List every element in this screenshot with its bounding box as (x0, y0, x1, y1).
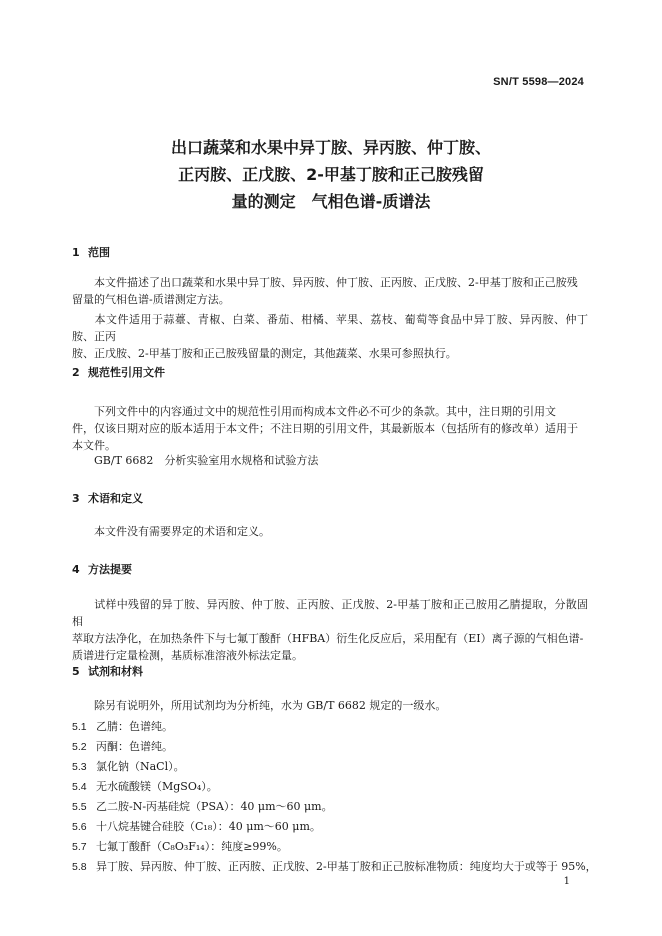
page-number: 1 (563, 876, 570, 887)
text-line: 留量的气相色谱-质谱测定方法。 (72, 293, 230, 306)
title-line-2: 正丙胺、正戊胺、2-甲基丁胺和正己胺残留 (178, 165, 484, 184)
section-1-heading (72, 244, 110, 260)
section-5-heading (72, 663, 143, 679)
text-line: 试样中残留的异丁胺、异丙胺、仲丁胺、正丙胺、正戊胺、2-甲基丁胺和正己胺用乙腈提取，分散固相 (72, 598, 588, 628)
section-title: 术语和定义 (88, 492, 143, 505)
item-number: 5.7 (72, 841, 87, 853)
section-title: 范围 (88, 246, 110, 259)
reagent-item (72, 858, 597, 874)
text-line: 本文件适用于蒜薹、青椒、白菜、番茄、柑橘、苹果、荔枝、葡萄等食品中异丁胺、异丙胺、仲丁胺、正丙 (72, 313, 588, 343)
section-3-paragraph: 本文件没有需要界定的术语和定义。 (94, 525, 270, 538)
item-text: 丙酮：色谱纯。 (96, 740, 173, 753)
title-line-3: 量的测定 气相色谱-质谱法 (231, 192, 431, 211)
section-title: 方法提要 (88, 563, 132, 576)
reagent-item (72, 738, 592, 754)
text-line: 质谱进行定量检测，基质标准溶液外标法定量。 (72, 649, 303, 662)
section-3-heading (72, 490, 143, 506)
reagent-item (72, 718, 592, 734)
item-text: 氯化钠（NaCl）。 (96, 760, 185, 773)
item-text: 异丁胺、异丙胺、仲丁胺、正丙胺、正戊胺、2-甲基丁胺和正己胺标准物质：纯度均大于或等于 95%， (96, 860, 597, 873)
item-number: 5.2 (72, 741, 87, 753)
item-text: 无水硫酸镁（MgSO₄）。 (96, 780, 218, 793)
item-text: 乙二胺-N-丙基硅烷（PSA）：40 μm～60 μm。 (96, 800, 333, 813)
item-number: 5.4 (72, 781, 87, 793)
item-number: 5.3 (72, 761, 87, 773)
section-number: 4 (72, 563, 80, 576)
reagent-item (72, 798, 592, 814)
normative-reference: GB/T 6682 分析实验室用水规格和试验方法 (94, 454, 319, 467)
section-2-paragraph (72, 403, 588, 454)
standard-code: SN/T 5598—2024 (493, 76, 584, 88)
section-number: 3 (72, 492, 80, 505)
section-number: 5 (72, 665, 80, 678)
item-text: 七氟丁酸酐（C₈O₃F₁₄）：纯度≥99%。 (96, 840, 288, 853)
text-line: 下列文件中的内容通过文中的规范性引用而构成本文件必不可少的条款。其中，注日期的引用文 (94, 405, 556, 418)
item-number: 5.6 (72, 821, 87, 833)
item-text: 乙腈：色谱纯。 (96, 720, 173, 733)
text-line: 胺、正戊胺、2-甲基丁胺和正己胺残留量的测定，其他蔬菜、水果可参照执行。 (72, 347, 457, 360)
item-text: 十八烷基键合硅胶（C₁₈）：40 μm～60 μm。 (96, 820, 321, 833)
section-4-heading (72, 561, 132, 577)
section-2-heading (72, 364, 165, 380)
section-5-intro: 除另有说明外，所用试剂均为分析纯，水为 GB/T 6682 规定的一级水。 (94, 699, 447, 712)
section-title: 试剂和材料 (88, 665, 143, 678)
text-line: 萃取方法净化，在加热条件下与七氟丁酸酐（HFBA）衍生化反应后，采用配有（EI）离子源的气相色谱- (72, 632, 584, 645)
title-line-1: 出口蔬菜和水果中异丁胺、异丙胺、仲丁胺、 (170, 138, 491, 157)
text-line: 本文件描述了出口蔬菜和水果中异丁胺、异丙胺、仲丁胺、正丙胺、正戊胺、2-甲基丁胺和正己胺残 (94, 276, 578, 289)
section-1-paragraph-1 (72, 274, 588, 308)
section-4-paragraph (72, 596, 588, 664)
section-number: 1 (72, 246, 80, 259)
section-1-paragraph-2 (72, 311, 588, 362)
text-line: 本文件。 (72, 439, 116, 452)
item-number: 5.8 (72, 861, 87, 873)
text-line: 件，仅该日期对应的版本适用于本文件；不注日期的引用文件，其最新版本（包括所有的修改单）适用于 (72, 422, 578, 435)
section-title: 规范性引用文件 (88, 366, 165, 379)
document-title (0, 134, 662, 215)
reagent-item (72, 818, 592, 834)
section-number: 2 (72, 366, 80, 379)
item-number: 5.1 (72, 721, 87, 733)
reagent-item (72, 778, 592, 794)
reagent-item (72, 838, 592, 854)
reagent-item (72, 758, 592, 774)
item-number: 5.5 (72, 801, 87, 813)
